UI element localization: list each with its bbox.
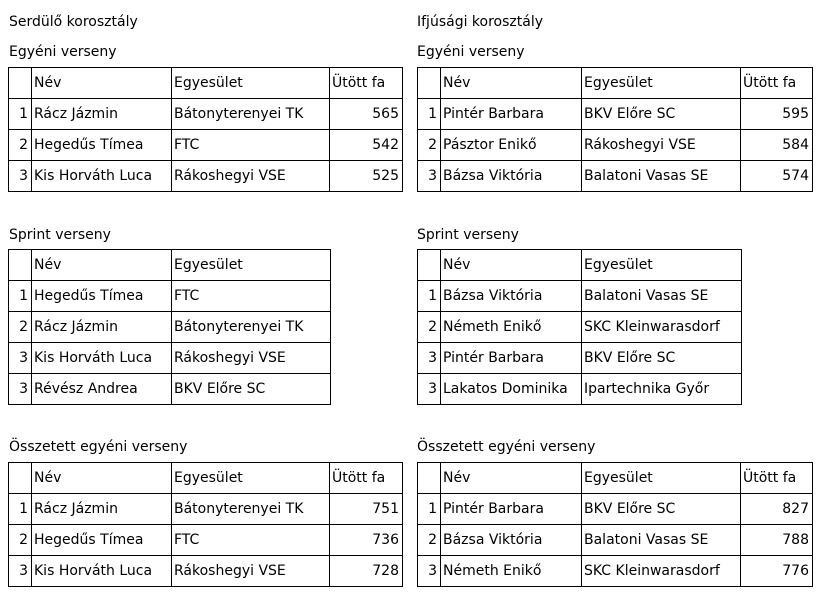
score-cell: 525 [330,161,403,192]
name-cell: Rácz Jázmin [32,494,172,525]
header-name: Név [441,463,582,494]
name-cell: Pintér Barbara [441,494,582,525]
name-cell: Németh Enikő [441,556,582,587]
name-cell: Hegedűs Tímea [32,525,172,556]
score-cell: 542 [330,130,403,161]
name-cell: Kis Horváth Luca [32,161,172,192]
header-score: Ütött fa [330,463,403,494]
rank-cell: 3 [418,374,441,405]
club-cell: BKV Előre SC [582,343,742,374]
right-category-title: Ifjúsági korosztály [417,14,543,30]
header-score: Ütött fa [330,68,403,99]
club-cell: Rákoshegyi VSE [172,343,331,374]
table-row [418,161,813,192]
right-combined-table [417,462,813,587]
left-combined-title: Összetett egyéni verseny [9,439,188,455]
club-cell: BKV Előre SC [582,494,741,525]
rank-cell: 2 [418,312,441,343]
score-cell: 788 [741,525,813,556]
header-rank [9,250,32,281]
header-rank [9,463,32,494]
right-combined-title: Összetett egyéni verseny [417,439,596,455]
header-club: Egyesület [582,68,741,99]
table-row [9,556,403,587]
name-cell: Németh Enikő [441,312,582,343]
score-cell: 751 [330,494,403,525]
header-rank [418,250,441,281]
table-row [9,525,403,556]
header-rank [418,68,441,99]
club-cell: SKC Kleinwarasdorf [582,312,742,343]
rank-cell: 2 [418,130,441,161]
club-cell: Balatoni Vasas SE [582,281,742,312]
right-individual-table [417,67,813,192]
club-cell: Bátonyterenyei TK [172,99,330,130]
rank-cell: 3 [418,343,441,374]
table-row [418,312,742,343]
right-sprint-table [417,249,742,405]
rank-cell: 1 [9,281,32,312]
club-cell: Rákoshegyi VSE [172,161,330,192]
left-sprint-table [8,249,331,405]
rank-cell: 3 [9,556,32,587]
header-name: Név [32,250,172,281]
header-club: Egyesület [172,250,331,281]
club-cell: Balatoni Vasas SE [582,525,741,556]
name-cell: Bázsa Viktória [441,281,582,312]
table-header-row [418,250,742,281]
header-name: Név [32,463,172,494]
table-header-row [9,463,403,494]
left-combined-table [8,462,403,587]
table-row [418,99,813,130]
name-cell: Rácz Jázmin [32,99,172,130]
club-cell: SKC Kleinwarasdorf [582,556,741,587]
header-club: Egyesület [582,250,742,281]
header-rank [9,68,32,99]
club-cell: Rákoshegyi VSE [582,130,741,161]
header-rank [418,463,441,494]
header-score: Ütött fa [741,68,813,99]
name-cell: Bázsa Viktória [441,525,582,556]
right-individual-title: Egyéni verseny [417,44,525,60]
score-cell: 595 [741,99,813,130]
table-row [9,161,403,192]
score-cell: 584 [741,130,813,161]
table-header-row [9,250,331,281]
header-name: Név [441,68,582,99]
rank-cell: 3 [9,161,32,192]
header-name: Név [441,250,582,281]
name-cell: Hegedűs Tímea [32,281,172,312]
table-row [9,99,403,130]
table-row [418,130,813,161]
score-cell: 776 [741,556,813,587]
score-cell: 574 [741,161,813,192]
table-row [9,130,403,161]
header-club: Egyesület [582,463,741,494]
name-cell: Lakatos Dominika [441,374,582,405]
rank-cell: 1 [418,99,441,130]
table-row [418,343,742,374]
header-club: Egyesület [172,463,330,494]
club-cell: FTC [172,281,331,312]
rank-cell: 2 [9,130,32,161]
club-cell: BKV Előre SC [172,374,331,405]
rank-cell: 3 [9,374,32,405]
table-row [418,494,813,525]
rank-cell: 3 [9,343,32,374]
table-row [9,494,403,525]
rank-cell: 2 [9,525,32,556]
table-row [9,312,331,343]
rank-cell: 3 [418,161,441,192]
name-cell: Kis Horváth Luca [32,556,172,587]
name-cell: Pásztor Enikő [441,130,582,161]
table-row [418,281,742,312]
name-cell: Révész Andrea [32,374,172,405]
table-header-row [9,68,403,99]
score-cell: 736 [330,525,403,556]
table-header-row [418,68,813,99]
score-cell: 827 [741,494,813,525]
header-name: Név [32,68,172,99]
rank-cell: 2 [418,525,441,556]
rank-cell: 2 [9,312,32,343]
club-cell: Balatoni Vasas SE [582,161,741,192]
table-row [418,374,742,405]
right-sprint-title: Sprint verseny [417,227,519,243]
rank-cell: 1 [9,99,32,130]
club-cell: Bátonyterenyei TK [172,494,330,525]
name-cell: Rácz Jázmin [32,312,172,343]
name-cell: Pintér Barbara [441,343,582,374]
rank-cell: 3 [418,556,441,587]
rank-cell: 1 [418,494,441,525]
left-sprint-title: Sprint verseny [9,227,111,243]
club-cell: BKV Előre SC [582,99,741,130]
left-individual-table [8,67,403,192]
score-cell: 565 [330,99,403,130]
score-cell: 728 [330,556,403,587]
rank-cell: 1 [9,494,32,525]
header-club: Egyesület [172,68,330,99]
name-cell: Kis Horváth Luca [32,343,172,374]
table-row [9,281,331,312]
name-cell: Hegedűs Tímea [32,130,172,161]
rank-cell: 1 [418,281,441,312]
club-cell: FTC [172,525,330,556]
table-row [418,525,813,556]
club-cell: Rákoshegyi VSE [172,556,330,587]
club-cell: Ipartechnika Győr [582,374,742,405]
name-cell: Bázsa Viktória [441,161,582,192]
name-cell: Pintér Barbara [441,99,582,130]
table-row [9,374,331,405]
club-cell: Bátonyterenyei TK [172,312,331,343]
left-category-title: Serdülő korosztály [9,14,138,30]
club-cell: FTC [172,130,330,161]
table-header-row [418,463,813,494]
left-individual-title: Egyéni verseny [9,44,117,60]
header-score: Ütött fa [741,463,813,494]
table-row [9,343,331,374]
table-row [418,556,813,587]
